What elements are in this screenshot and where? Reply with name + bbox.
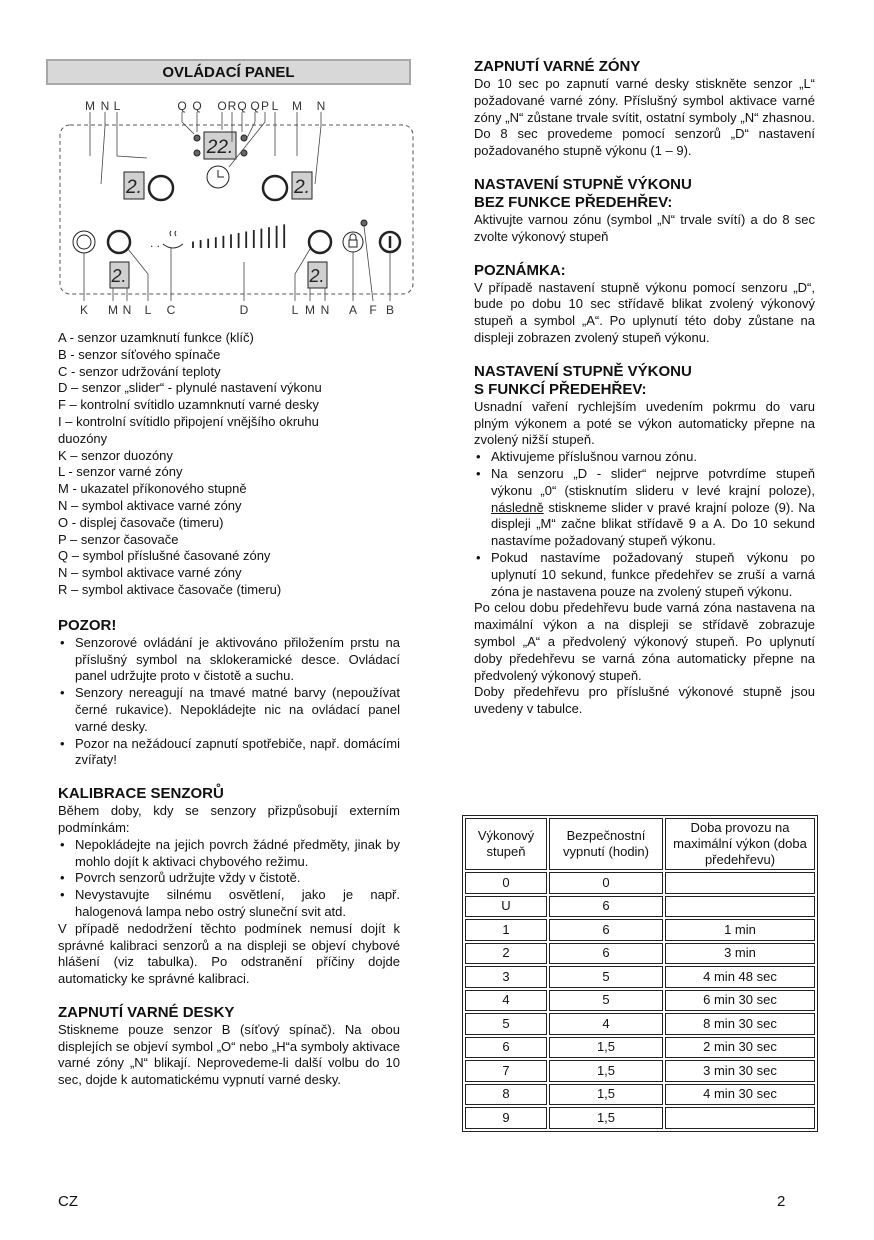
zapnuti-zony-text: Do 10 sec po zapnutí varné desky stiskněte senzor „L“ požadované varné zóny. Příslušný symbol aktivace varné zóny „N“ zůstane trvale svítit, ostatní symboly „N“ zhasnou. Do 8 sec provedeme pomocí senzorů „D“ nastavení požadovaného stupně výkonu (1 – 9). (474, 76, 815, 159)
table-cell: 4 (549, 1013, 663, 1035)
legend-item: M - ukazatel příkonového stupně (58, 481, 247, 497)
s-funkci-heading-1: NASTAVENÍ STUPNĚ VÝKONU (474, 362, 692, 380)
diagram-label: Q (177, 99, 187, 113)
table-cell: 5 (549, 990, 663, 1012)
table-header: Doba provozu na maximální výkon (doba předehřevu) (665, 818, 815, 870)
svg-text:2.: 2. (294, 177, 310, 198)
poznamka-heading: POZNÁMKA: (474, 261, 566, 279)
diagram-label: R (227, 99, 237, 113)
diagram-label: L (291, 303, 299, 317)
table-cell: 6 (549, 896, 663, 918)
legend-item: O - displej časovače (timeru) (58, 514, 224, 530)
preheat-table (462, 815, 818, 1132)
bez-heading-1: NASTAVENÍ STUPNĚ VÝKONU (474, 175, 692, 193)
legend-item: K – senzor duozóny (58, 447, 173, 463)
kalibrace-outro: V případě nedodržení těchto podmínek nemusí dojít k správné kalibraci senzorů a na displeji se objeví chybové hlášení (viz tabulka). Po odstranění příčiny dojde automaticky ke správné kalibraci. (58, 920, 400, 987)
zone-sensor-icon (263, 176, 287, 200)
diagram-label: L (144, 303, 152, 317)
diagram-label: P (260, 99, 270, 113)
table-cell: 4 min 48 sec (665, 966, 815, 988)
table-cell: 5 (549, 966, 663, 988)
pozor-heading: POZOR! (58, 616, 117, 634)
list-item: • Na senzoru „D - slider“ nejprve potvrdíme stupeň výkonu „0“ (stisknutím slideru v levé krajní poloze), následně stiskneme slider v pravé krajní poloze (9). Na displeji „M“ začne blikat střídavě 9 a A. Do 10 sekund nastavíme požadovaný stupeň výkonu. (474, 466, 815, 550)
table-cell: 0 (549, 872, 663, 894)
legend-item: R – symbol aktivace časovače (timeru) (58, 581, 282, 597)
s-funkci-p1: Po celou dobu předehřevu bude varná zóna nastavena na maximální výkon a na displeji se střídavě zobrazuje symbol „A“ a předvolený výkonový stupeň. Po uplynutí doby předehřevu se varná zóna automaticky přepne na předvolený výkonový stupeň. (474, 600, 815, 683)
table-row (465, 1084, 815, 1106)
svg-text:. .: . . (150, 236, 161, 250)
table-row (465, 990, 815, 1012)
table-cell: 4 (465, 990, 547, 1012)
keep-warm-icon (163, 231, 183, 248)
legend-item: N – symbol aktivace varné zóny (58, 497, 242, 513)
table-row (465, 896, 815, 918)
table-header: Bezpečnostní vypnutí (hodin) (549, 818, 663, 870)
svg-text:2.: 2. (126, 177, 142, 198)
table-row (465, 919, 815, 941)
kalibrace-heading: KALIBRACE SENZORŮ (58, 785, 224, 803)
legend-list (58, 330, 400, 599)
list-item: • Povrch senzorů udržujte vždy v čistotě. (58, 870, 400, 887)
legend-item: B - senzor síťového spínače (58, 346, 221, 362)
legend-item: F – kontrolní svítidlo uzamnknutí varné desky (58, 397, 319, 413)
s-funkci-list (474, 449, 815, 600)
table-row (465, 1060, 815, 1082)
diagram-label: M (305, 303, 315, 317)
leader-lines (84, 112, 390, 301)
legend-item: A - senzor uzamknutí funkce (klíč) (58, 330, 254, 345)
s-funkci-intro: Usnadní vaření rychlejším uvedením pokrmu do varu plným výkonem a poté se výkon automaticky přepne na zvolený nižší stupeň. (474, 398, 815, 448)
slider-icon (193, 224, 284, 248)
table-cell: 6 (465, 1037, 547, 1059)
table-row (465, 1107, 815, 1129)
page-number: 2 (777, 1193, 786, 1210)
diagram-label: N (100, 99, 110, 113)
list-item: • Pokud nastavíme požadovaný stupeň výkonu po uplynutí 10 sekund, funkce předehřev se zruší a varná zóna je nastavena pouze na zvolený stupeň výkonu. (474, 550, 815, 600)
legend-item: P – senzor časovače (58, 531, 179, 547)
footer-language: CZ (58, 1193, 78, 1210)
table-cell: 7 (465, 1060, 547, 1082)
table-cell: 3 min 30 sec (665, 1060, 815, 1082)
lock-indicator-icon (361, 220, 367, 226)
zapnuti-desky-text: Stiskneme pouze senzor B (síťový spínač). Na obou displejích se objeví symbol „O“ nebo „H“a symboly aktivace varné zóny „N“ blikají. Neprovedeme-li další volbu do 10 sec, dojde k automatickému vypnutí varné desky. (58, 1021, 400, 1088)
table-row (465, 1037, 815, 1059)
table-cell: 4 min 30 sec (665, 1084, 815, 1106)
table-cell: 1 (465, 919, 547, 941)
diagram-label: F (369, 303, 377, 317)
table-row (465, 1013, 815, 1035)
list-item: • Senzory nereagují na tmavé matné barvy (nepoužívat černé rukavice). Nepokládejte nic na ovládací panel varné desky. (58, 685, 400, 735)
diagram-label: A (348, 303, 358, 317)
diagram-label: N (316, 99, 326, 113)
lock-icon (343, 232, 363, 252)
table-cell: 5 (465, 1013, 547, 1035)
table-row (465, 872, 815, 894)
table-header: Výkonový stupeň (465, 818, 547, 870)
panel-title: OVLÁDACÍ PANEL (46, 59, 411, 85)
diagram-label: Q (192, 99, 202, 113)
diagram-label: C (166, 303, 176, 317)
table-cell: 0 (465, 872, 547, 894)
diagram-label: D (239, 303, 249, 317)
legend-item: D – senzor „slider“ - plynulé nastavení výkonu (58, 380, 322, 396)
diagram-label: M (108, 303, 118, 317)
list-item: • Nevystavujte silnému osvětlení, jako je např. halogenová lampa nebo ostrý sluneční svit atd. (58, 887, 400, 921)
diagram-label: O (217, 99, 227, 113)
diagram-label: N (122, 303, 132, 317)
zapnuti-zony-heading: ZAPNUTÍ VARNÉ ZÓNY (474, 58, 641, 75)
table-cell: 3 (465, 966, 547, 988)
timer-display-text: 22. (206, 137, 234, 158)
table-cell: 6 min 30 sec (665, 990, 815, 1012)
list-item: • Pozor na nežádoucí zapnutí spotřebiče, např. domácími zvířaty! (58, 736, 400, 770)
table-cell: 1,5 (549, 1060, 663, 1082)
legend-item: C - senzor udržování teploty (58, 363, 221, 379)
table-cell: 6 (549, 919, 663, 941)
table-cell: 3 min (665, 943, 815, 965)
table-cell (665, 872, 815, 894)
bez-heading-2: BEZ FUNKCE PŘEDEHŘEV: (474, 193, 673, 211)
legend-item: I – kontrolní svítidlo připojení vnějšího okruhu duozóny (58, 413, 319, 446)
diagram-label: Q (237, 99, 247, 113)
duozone-icon (73, 231, 95, 253)
table-cell: 2 min 30 sec (665, 1037, 815, 1059)
table-cell: 9 (465, 1107, 547, 1129)
table-row (465, 966, 815, 988)
zone-sensor-icon (309, 231, 331, 253)
table-cell: 1,5 (549, 1107, 663, 1129)
zone-sensor-icon (149, 176, 173, 200)
legend-item: Q – symbol příslušné časované zóny (58, 548, 271, 564)
diagram-label: L (271, 99, 279, 113)
table-cell (665, 1107, 815, 1129)
diagram-label: L (113, 99, 121, 113)
diagram-label: M (85, 99, 95, 113)
zapnuti-desky-heading: ZAPNUTÍ VARNÉ DESKY (58, 1003, 235, 1021)
legend-item: L - senzor varné zóny (58, 464, 183, 480)
zone-sensor-icon (108, 231, 130, 253)
diagram-label: B (385, 303, 395, 317)
svg-text:2.: 2. (309, 266, 325, 286)
list-item: • Senzorové ovládání je aktivováno přiložením prstu na příslušný symbol na sklokeramické desce. Ovládací panel udržujte proto v čistotě a suchu. (58, 635, 400, 685)
table-cell: 8 min 30 sec (665, 1013, 815, 1035)
diagram-label: M (292, 99, 302, 113)
svg-text:2.: 2. (111, 266, 127, 286)
table-row (465, 943, 815, 965)
table-cell: 2 (465, 943, 547, 965)
kalibrace-list (58, 837, 400, 921)
s-funkci-heading-2: S FUNKCÍ PŘEDEHŘEV: (474, 380, 647, 398)
diagram-label: Q (250, 99, 260, 113)
s-funkci-p2: Doby předehřevu pro příslušné výkonové stupně jsou uvedeny v tabulce. (474, 684, 815, 717)
kalibrace-intro: Během doby, kdy se senzory přizpůsobují externím podmínkám: (58, 803, 400, 835)
list-item: • Aktivujeme příslušnou varnou zónu. (474, 449, 815, 466)
pozor-list (58, 635, 400, 769)
table-cell (665, 896, 815, 918)
table-cell: 1,5 (549, 1037, 663, 1059)
bez-text: Aktivujte varnou zónu (symbol „N“ trvale svítí) a do 8 sec zvolte výkonový stupeň (474, 211, 815, 244)
legend-item: N – symbol aktivace varné zóny (58, 565, 242, 581)
table-cell: 1 min (665, 919, 815, 941)
diagram-label: K (79, 303, 89, 317)
poznamka-text: V případě nastavení stupně výkonu pomocí senzoru „D“, bude po dobu 10 sec střídavě blikat zvolený výkonový stupeň a symbol „A“. Po uplynutí této doby zůstane na displeji zobrazen zvolený stupeň výkonu. (474, 279, 815, 345)
list-item: • Nepokládejte na jejich povrch žádné předměty, jinak by mohlo dojít k aktivaci chybového režimu. (58, 837, 400, 871)
table-cell: 8 (465, 1084, 547, 1106)
table-cell: 6 (549, 943, 663, 965)
table-cell: U (465, 896, 547, 918)
table-cell: 1,5 (549, 1084, 663, 1106)
diagram-label: N (320, 303, 330, 317)
